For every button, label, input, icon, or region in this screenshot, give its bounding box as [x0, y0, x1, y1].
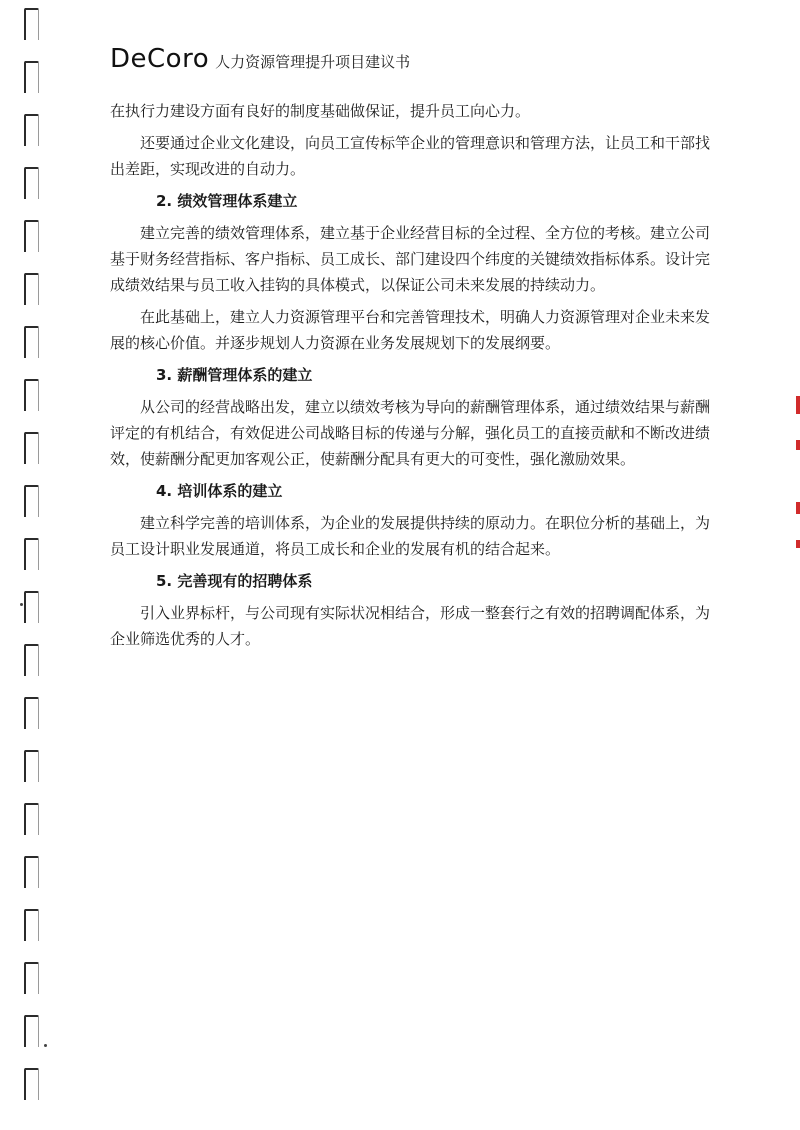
document-body — [110, 98, 720, 658]
section-heading: 3. 薪酬管理体系的建立 — [156, 366, 313, 384]
binding-ring — [24, 1068, 39, 1100]
binding-ring — [24, 644, 39, 676]
paragraph: 在此基础上，建立人力资源管理平台和完善管理技术，明确人力资源管理对企业未来发展的核心价值。并逐步规划人力资源在业务发展规划下的发展纲要。 — [110, 308, 711, 352]
paragraph: 在执行力建设方面有良好的制度基础做保证，提升员工向心力。 — [110, 102, 531, 120]
document-title: 人力资源管理提升项目建议书 — [215, 53, 411, 71]
binding-ring — [24, 591, 39, 623]
red-edge-tab — [796, 502, 800, 514]
red-edge-tab — [796, 440, 800, 450]
binding-ring — [24, 379, 39, 411]
binding-ring — [24, 326, 39, 358]
binding-ring — [24, 1015, 39, 1047]
binding-ring — [24, 167, 39, 199]
paragraph: 还要通过企业文化建设，向员工宣传标竿企业的管理意识和管理方法，让员工和干部找出差距，实现改进的自动力。 — [110, 134, 711, 178]
binding-ring — [24, 538, 39, 570]
binding-rings — [14, 0, 44, 1130]
binding-ring — [24, 485, 39, 517]
scan-speck — [20, 603, 23, 606]
binding-ring — [24, 114, 39, 146]
section-heading: 2. 绩效管理体系建立 — [156, 192, 298, 210]
section-heading: 5. 完善现有的招聘体系 — [156, 572, 313, 590]
paragraph: 引入业界标杆，与公司现有实际状况相结合，形成一整套行之有效的招聘调配体系，为企业筛选优秀的人才。 — [110, 604, 711, 648]
page-header — [110, 44, 410, 84]
paragraph: 建立完善的绩效管理体系，建立基于企业经营目标的全过程、全方位的考核。建立公司基于财务经营指标、客户指标、员工成长、部门建设四个纬度的关键绩效指标体系。设计完成绩效结果与员工收入挂钩的具体模式，以保证公司未来发展的持续动力。 — [110, 224, 711, 294]
binding-ring — [24, 856, 39, 888]
binding-ring — [24, 61, 39, 93]
binding-ring — [24, 432, 39, 464]
red-edge-tab — [796, 396, 800, 414]
scan-speck — [44, 1044, 47, 1047]
binding-ring — [24, 220, 39, 252]
binding-ring — [24, 697, 39, 729]
binding-ring — [24, 962, 39, 994]
binding-ring — [24, 273, 39, 305]
section-heading: 4. 培训体系的建立 — [156, 482, 283, 500]
binding-ring — [24, 8, 39, 40]
red-edge-tab — [796, 540, 800, 548]
paragraph: 从公司的经营战略出发，建立以绩效考核为导向的薪酬管理体系，通过绩效结果与薪酬评定的有机结合，有效促进公司战略目标的传递与分解，强化员工的直接贡献和不断改进绩效，使薪酬分配更加客观公正，使薪酬分配具有更大的可变性，强化激励效果。 — [110, 398, 711, 468]
binding-ring — [24, 803, 39, 835]
brand-logo: DeCoro — [110, 44, 210, 74]
binding-ring — [24, 750, 39, 782]
paragraph: 建立科学完善的培训体系，为企业的发展提供持续的原动力。在职位分析的基础上，为员工设计职业发展通道，将员工成长和企业的发展有机的结合起来。 — [110, 514, 711, 558]
binding-ring — [24, 909, 39, 941]
